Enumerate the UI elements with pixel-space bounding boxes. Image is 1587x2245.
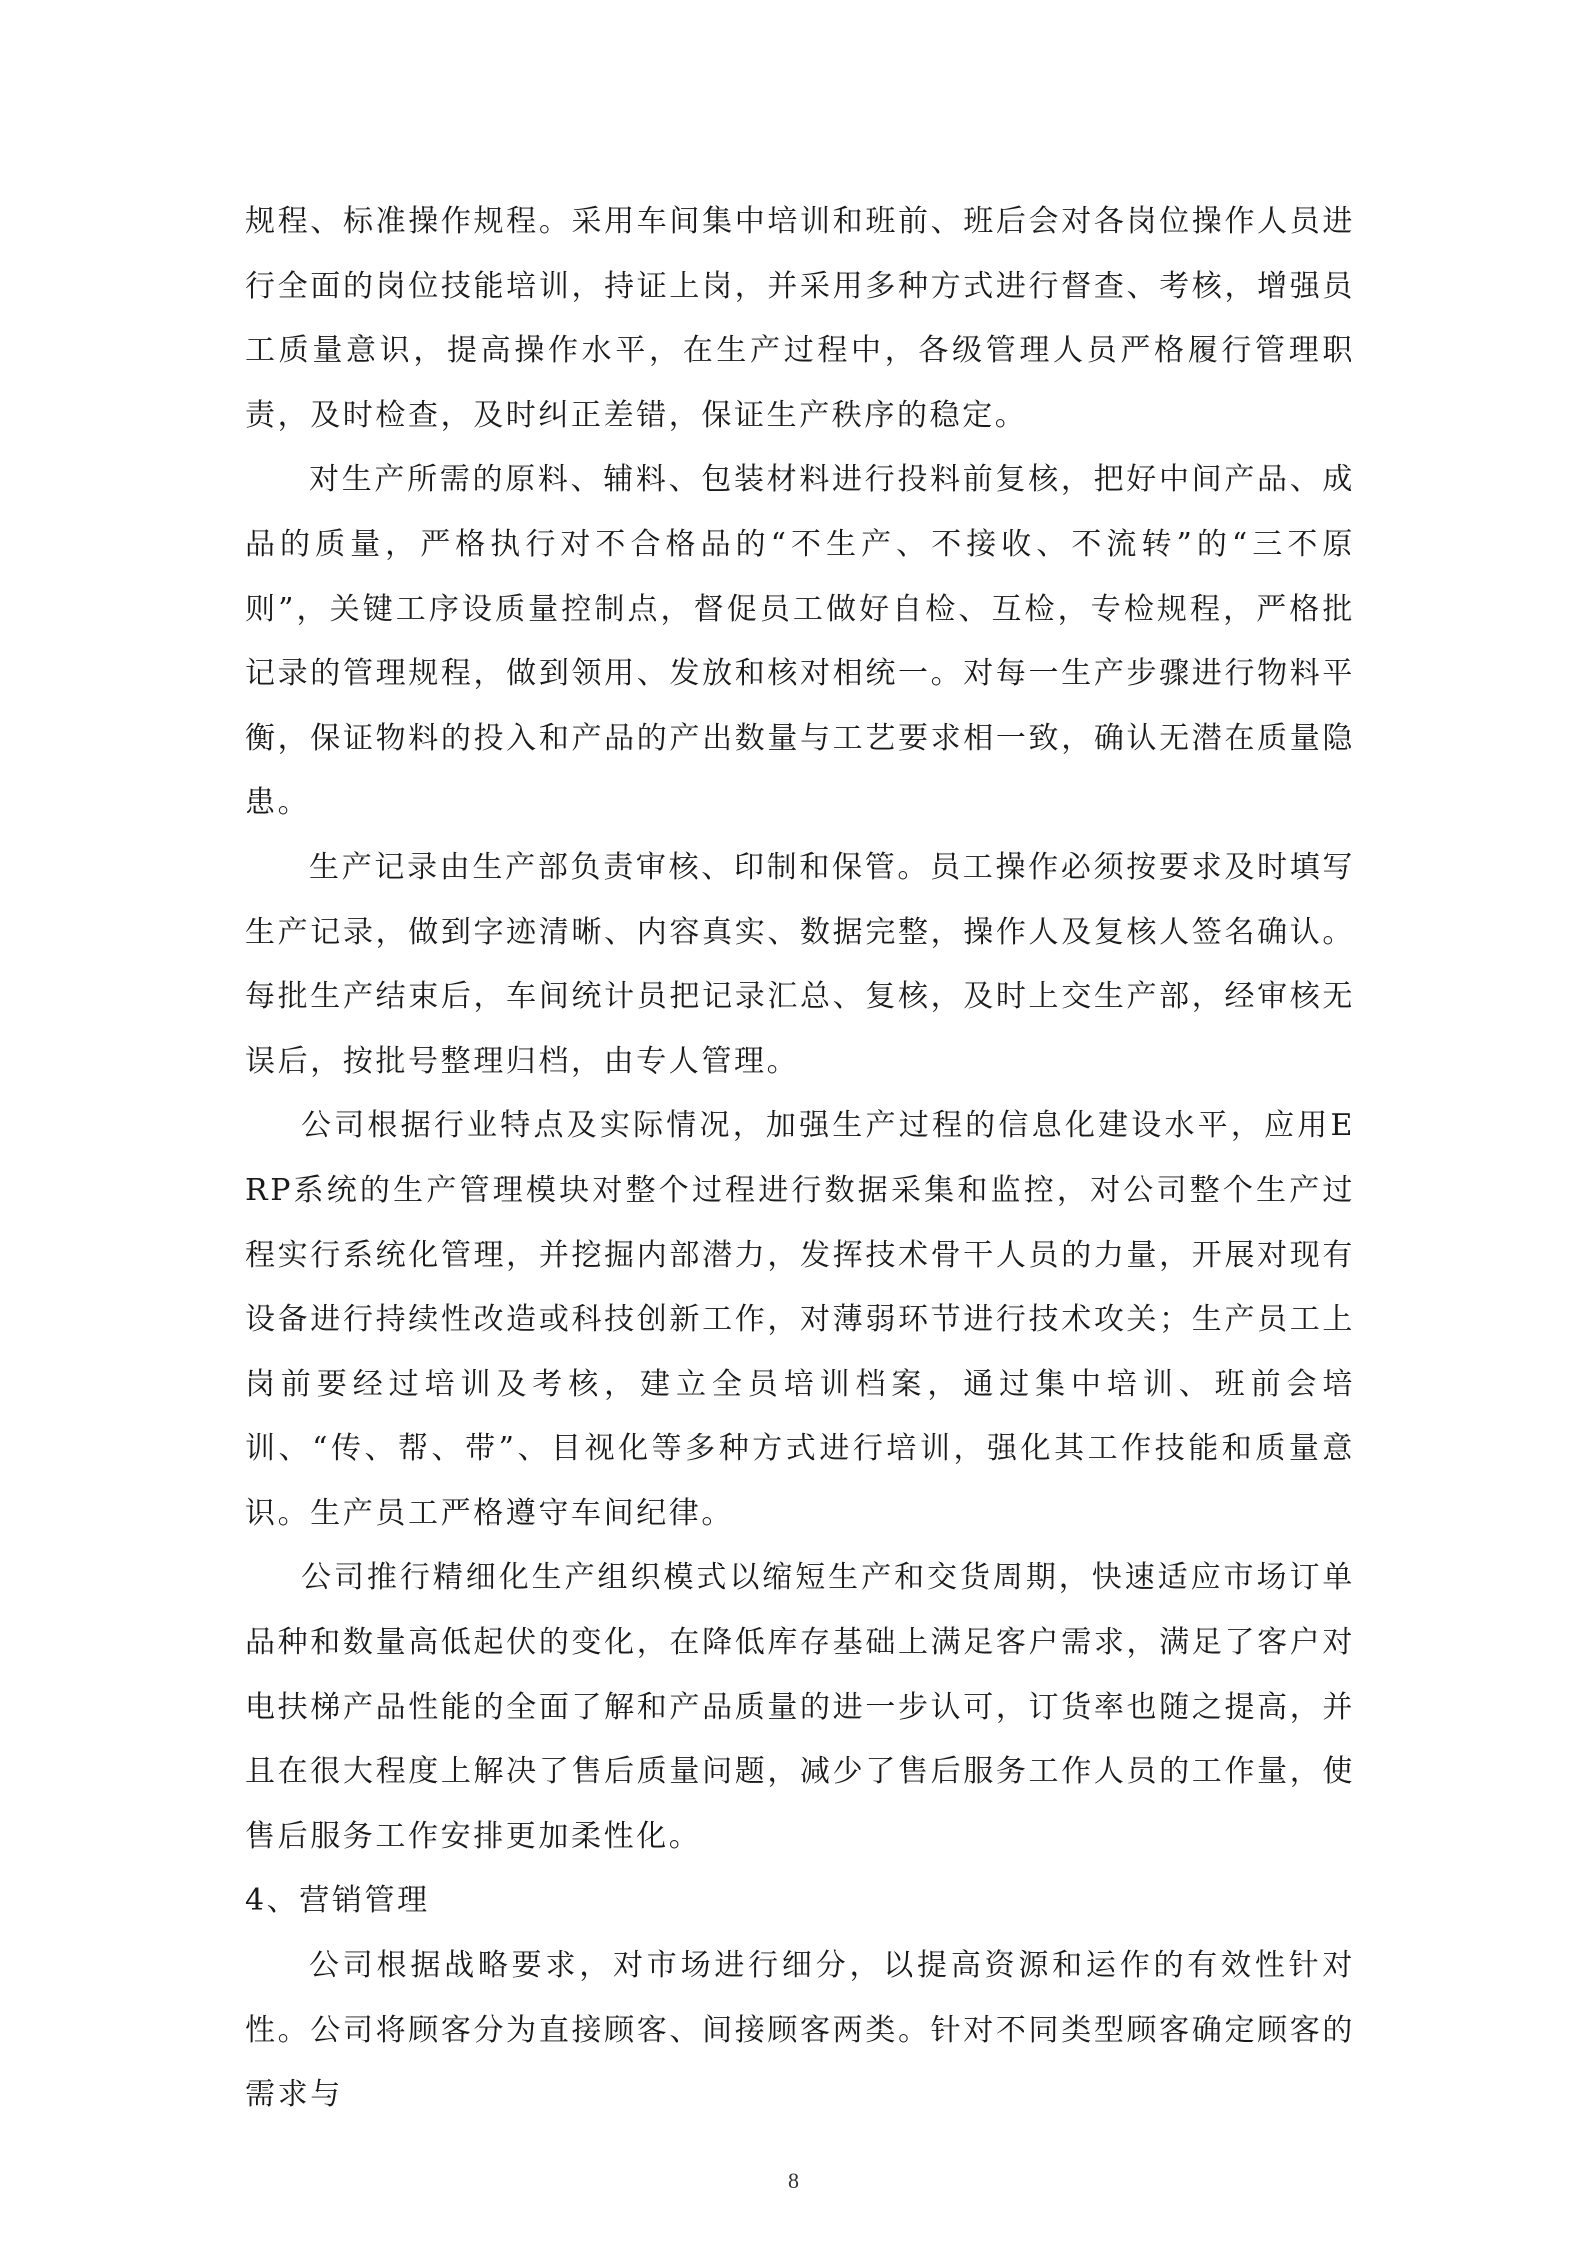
paragraph-lean-production: 公司推行精细化生产组织模式以缩短生产和交货周期，快速适应市场订单品种和数量高低起伏的变化，在降低库存基础上满足客户需求，满足了客户对电扶梯产品性能的全面了解和产品质量的进一步认可，订货率也随之提高，并且在很大程度上解决了售后质量问题，减少了售后服务工作人员的工作量，使售后服务工作安排更加柔性化。 <box>245 1560 1355 1854</box>
paragraph-material-review: 对生产所需的原料、辅料、包装材料进行投料前复核，把好中间产品、成品的质量，严格执行对不合格品的“不生产、不接收、不流转”的“三不原则”，关键工序设质量控制点，督促员工做好自检、互检，专检规程，严格批记录的管理规程，做到领用、发放和核对相统一。对每一生产步骤进行物料平衡，保证物料的投入和产品的产出数量与工艺要求相一致，确认无潜在质量隐患。 <box>245 462 1355 821</box>
paragraph-production-records: 生产记录由生产部负责审核、印制和保管。员工操作必须按要求及时填写生产记录，做到字迹清晰、内容真实、数据完整，操作人及复核人签名确认。每批生产结束后，车间统计员把记录汇总、复核，及时上交生产部，经审核无误后，按批号整理归档，由专人管理。 <box>245 849 1355 1079</box>
paragraph-erp-management: 公司根据行业特点及实际情况，加强生产过程的信息化建设水平，应用ERP系统的生产管理模块对整个过程进行数据采集和监控，对公司整个生产过程实行系统化管理，并挖掘内部潜力，发挥技术骨干人员的力量，开展对现有设备进行持续性改造或科技创新工作，对薄弱环节进行技术攻关；生产员工上岗前要经过培训及考核，建立全员培训档案，通过集中培训、班前会培训、“传、帮、带”、目视化等多种方式进行培训，强化其工作技能和质量意识。生产员工严格遵守车间纪律。 <box>245 1108 1355 1531</box>
paragraph-market-segmentation: 公司根据战略要求，对市场进行细分，以提高资源和运作的有效性针对性。公司将顾客分为直接顾客、间接顾客两类。针对不同类型顾客确定顾客的需求与 <box>245 1948 1355 2113</box>
page-body <box>245 190 1355 2128</box>
section-heading-marketing: 4、营销管理 <box>245 1883 430 1919</box>
paragraph-continuation: 规程、标准操作规程。采用车间集中培训和班前、班后会对各岗位操作人员进行全面的岗位技能培训，持证上岗，并采用多种方式进行督查、考核，增强员工质量意识，提高操作水平，在生产过程中，各级管理人员严格履行管理职责，及时检查，及时纠正差错，保证生产秩序的稳定。 <box>245 204 1355 433</box>
page-number: 8 <box>788 2168 799 2193</box>
